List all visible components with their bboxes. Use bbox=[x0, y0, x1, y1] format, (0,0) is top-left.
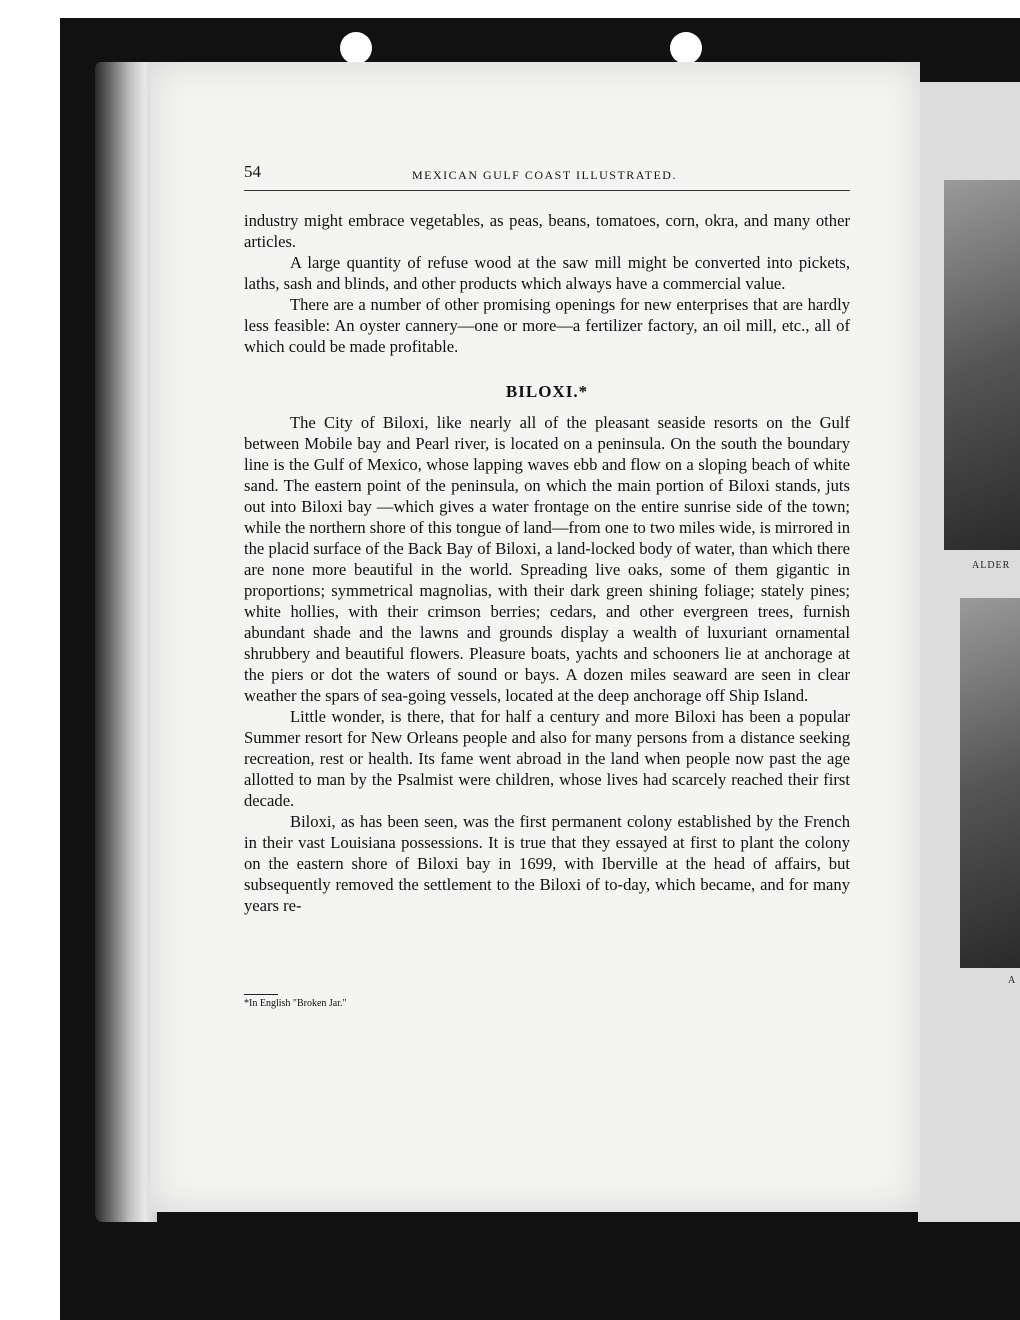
punch-hole-right bbox=[670, 32, 702, 64]
footnote: *In English "Broken Jar." bbox=[244, 998, 347, 1009]
book-page-edges bbox=[95, 62, 157, 1222]
paragraph: There are a number of other promising openings for new enterprises that are hardly less feasible: An oyster cannery—one or more—a fertilizer factory, an oil mill, etc., all of which could be made profitable. bbox=[244, 295, 850, 356]
paragraph: The City of Biloxi, like nearly all of the pleasant seaside resorts on the Gulf between Mobile bay and Pearl river, is located on a peninsula. On the south the boundary line is the Gulf of Mexico, whose lapping waves ebb and flow on a sloping beach of white sand. The eastern point of the peninsula, on which the main portion of Biloxi stands, juts out into Biloxi bay —which gives a water frontage on the entire sunrise side of the town; while the northern shore of this tongue of land—from one to two miles wide, is mirrored in the placid surface of the Back Bay of Biloxi, a land-locked body of water, than which there are none more beautiful in the world. Spreading live oaks, some of them gigantic in proportions; symmetrical magnolias, with their dark green shining foliage; stately pines; white hollies, with their crimson berries; cedars, and other evergreen trees, furnish abundant shade and the lawns and grounds display a wealth of luxuriant ornamental shrubbery and beautiful flowers. Pleasure boats, yachts and schooners lie at anchorage at the piers or dot the waters of sound or bays. A dozen miles seaward are seen in clear weather the spars of sea-going vessels, located at the deep anchorage off Ship Island. bbox=[244, 413, 851, 705]
running-head: MEXICAN GULF COAST ILLUSTRATED. bbox=[412, 168, 677, 182]
punch-hole-left bbox=[340, 32, 372, 64]
portrait-photo-top bbox=[944, 180, 1020, 550]
page-header bbox=[244, 160, 850, 191]
footnote-rule bbox=[244, 994, 278, 995]
paragraph: Little wonder, is there, that for half a century and more Biloxi has been a popular Summer resort for New Orleans people and also for many persons from a distance seeking recreation, rest or health. Its fame went abroad in the land when people now past the age allotted to man by the Psalmist were children, whose lives had scarcely reached their first decade. bbox=[244, 707, 850, 810]
portrait-photo-bottom bbox=[960, 598, 1020, 968]
section-title: BILOXI.* bbox=[505, 382, 589, 401]
page-number: 54 bbox=[244, 162, 261, 181]
body-text bbox=[244, 210, 850, 916]
paragraph: industry might embrace vegetables, as peas, beans, tomatoes, corn, okra, and many other articles. bbox=[244, 211, 850, 251]
facing-caption-top: ALDER bbox=[972, 560, 1011, 571]
paragraph: A large quantity of refuse wood at the saw mill might be converted into pickets, laths, sash and blinds, and other products which always have a commercial value. bbox=[244, 253, 850, 293]
paragraph: Biloxi, as has been seen, was the first permanent colony established by the French in their vast Louisiana possessions. It is true that they essayed at first to plant the colony on the eastern shore of Biloxi bay in 1699, with Iberville at the head of affairs, but subsequently removed the settlement to the Biloxi of to-day, which became, and for many years re- bbox=[244, 812, 850, 915]
facing-caption-bottom: A bbox=[1008, 975, 1017, 986]
